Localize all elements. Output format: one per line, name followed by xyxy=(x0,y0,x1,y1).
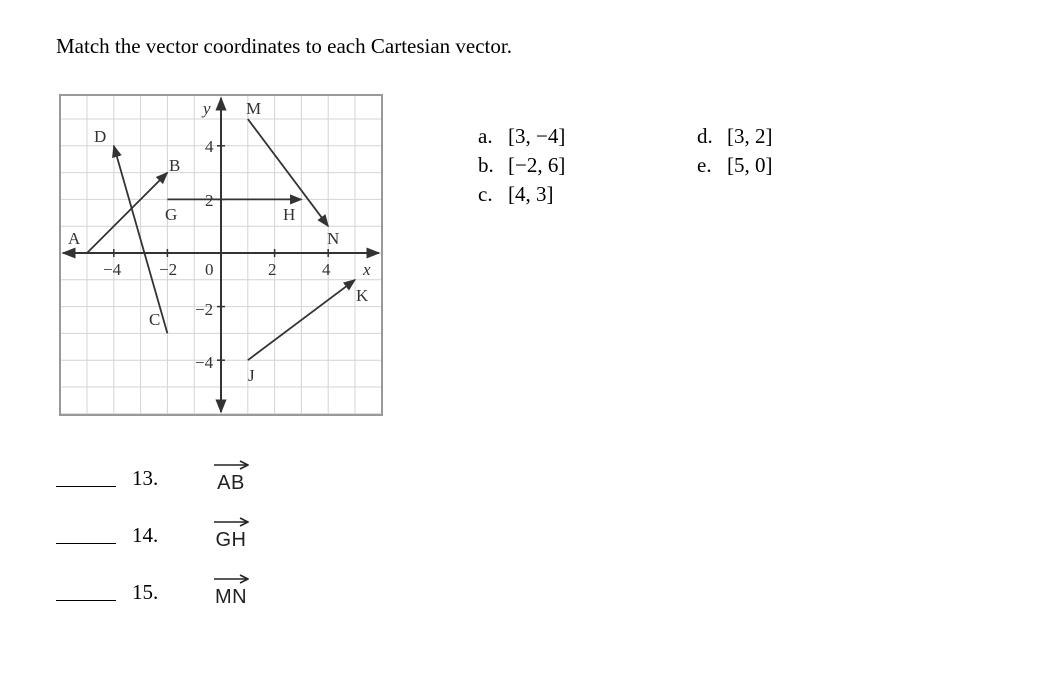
point-label-a: A xyxy=(68,229,81,248)
point-label-k: K xyxy=(356,286,369,305)
question-14 xyxy=(56,517,316,557)
vector-ab xyxy=(87,173,167,253)
coordinate-grid xyxy=(59,94,383,416)
vector-arrow-icon xyxy=(213,574,249,584)
answer-choice-c: c. [4, 3] xyxy=(478,182,554,206)
vector-label: AB xyxy=(213,460,249,495)
answer-choice-d: d. [3, 2] xyxy=(697,124,773,148)
point-label-g: G xyxy=(165,205,178,224)
point-label-j: J xyxy=(248,366,255,385)
vector-arrow-icon xyxy=(213,517,249,527)
answer-blank[interactable] xyxy=(56,543,116,544)
axes xyxy=(63,98,379,412)
vector-arrow-icon xyxy=(213,460,249,470)
point-label-c: C xyxy=(149,310,161,329)
question-number: 14. xyxy=(132,523,159,547)
point-label-m: M xyxy=(246,99,262,118)
x-tick-label: 0 xyxy=(205,260,214,279)
x-tick-label: −2 xyxy=(159,260,178,279)
x-tick-label: −4 xyxy=(103,260,122,279)
x-axis-label: x xyxy=(363,260,371,279)
instruction-text: Match the vector coordinates to each Cartesian vector. xyxy=(56,34,512,58)
answer-choice-b: b. [−2, 6] xyxy=(478,153,566,177)
question-15 xyxy=(56,574,316,614)
y-axis-label: y xyxy=(203,99,211,118)
answer-blank[interactable] xyxy=(56,486,116,487)
vector-label: MN xyxy=(213,574,249,609)
point-label-b: B xyxy=(169,156,181,175)
y-tick-label: 2 xyxy=(205,191,214,210)
y-tick-label: −2 xyxy=(195,300,214,319)
point-label-h: H xyxy=(283,205,296,224)
question-number: 15. xyxy=(132,580,159,604)
vector-label: GH xyxy=(213,517,249,552)
x-tick-label: 2 xyxy=(268,260,277,279)
y-tick-label: −4 xyxy=(195,353,214,372)
answer-choice-e: e. [5, 0] xyxy=(697,153,773,177)
y-tick-label: 4 xyxy=(205,137,214,156)
answer-choices-right xyxy=(697,122,773,180)
point-label-n: N xyxy=(327,229,340,248)
point-label-d: D xyxy=(94,127,107,146)
answer-choices-left xyxy=(478,122,565,209)
question-number: 13. xyxy=(132,466,159,490)
x-tick-label: 4 xyxy=(322,260,331,279)
answer-blank[interactable] xyxy=(56,600,116,601)
question-13 xyxy=(56,460,316,500)
answer-choice-a: a. [3, −4] xyxy=(478,124,566,148)
